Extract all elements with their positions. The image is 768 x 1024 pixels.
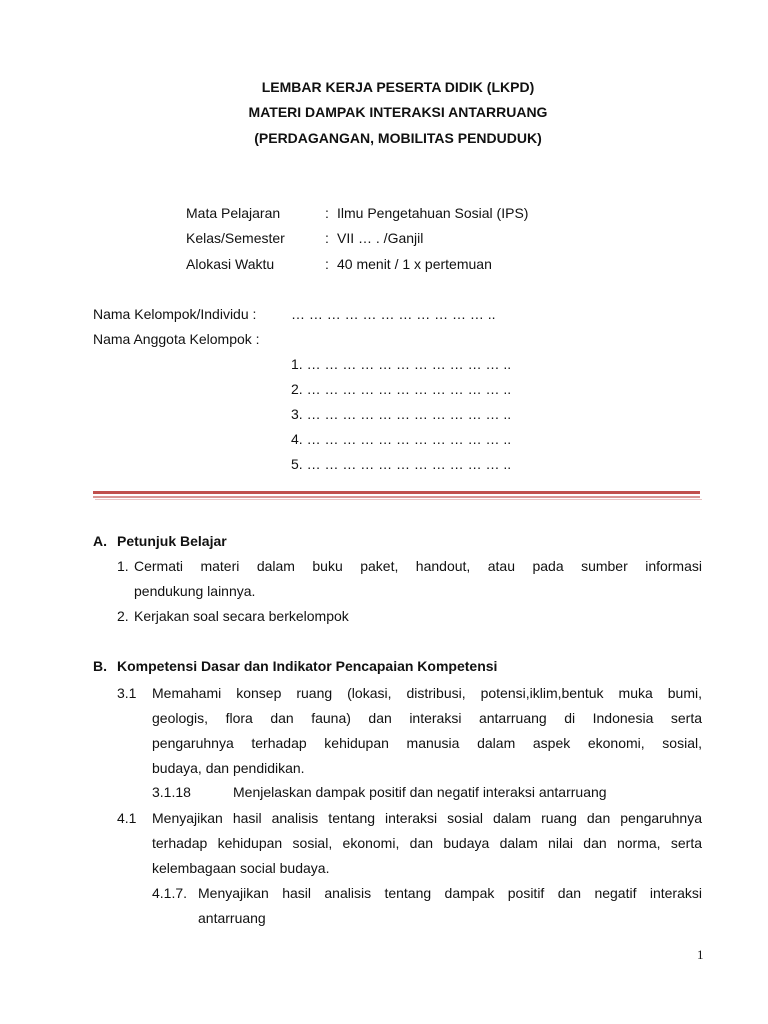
document-title-line-1: LEMBAR KERJA PESERTA DIDIK (LKPD)	[261, 79, 535, 95]
member-blank-2: 2. … … … … … … … … … … … ..	[291, 381, 512, 397]
indicator-4-1-7-number: 4.1.7.	[152, 885, 188, 901]
instruction-2-text: Kerjakan soal secara berkelompok	[134, 608, 349, 624]
divider-rule	[93, 491, 700, 494]
group-name-label: Nama Kelompok/Individu :	[93, 306, 257, 322]
document-title-line-3: (PERDAGANGAN, MOBILITAS PENDUDUK)	[254, 130, 542, 146]
info-label-time: Alokasi Waktu	[186, 256, 275, 272]
instruction-1-number: 1.	[117, 558, 129, 574]
indicator-3-1-18-number: 3.1.18	[152, 784, 191, 800]
info-colon: :	[325, 256, 329, 272]
section-a-title: Petunjuk Belajar	[117, 533, 227, 549]
info-colon: :	[325, 205, 329, 221]
indicator-3-1-18-text: Menjelaskan dampak positif dan negatif interaksi antarruang	[233, 784, 607, 800]
info-value-time: 40 menit / 1 x pertemuan	[337, 256, 492, 272]
section-b-marker: B.	[93, 658, 107, 674]
section-a-marker: A.	[93, 533, 107, 549]
info-label-subject: Mata Pelajaran	[186, 205, 281, 221]
instruction-2-number: 2.	[117, 608, 129, 624]
divider-rule-secondary	[93, 496, 700, 498]
indicator-4-1-7-line-1: Menyajikan hasil analisis tentang dampak positif dan negatif interaksi	[198, 885, 702, 901]
info-value-subject: Ilmu Pengetahuan Sosial (IPS)	[337, 205, 529, 221]
member-blank-3: 3. … … … … … … … … … … … ..	[291, 406, 512, 422]
kd-3-1-number: 3.1	[117, 685, 137, 701]
indicator-4-1-7-line-2: antarruang	[198, 910, 266, 926]
section-b-title: Kompetensi Dasar dan Indikator Pencapaian Kompetensi	[117, 658, 498, 674]
document-title-line-2: MATERI DAMPAK INTERAKSI ANTARRUANG	[248, 104, 548, 120]
kd-3-1-line-3: pengaruhnya terhadap kehidupan manusia dalam aspek ekonomi, sosial,	[152, 735, 702, 751]
group-members-label: Nama Anggota Kelompok :	[93, 331, 260, 347]
kd-4-1-line-3: kelembagaan social budaya.	[152, 860, 330, 876]
kd-4-1-line-2: terhadap kehidupan sosial, ekonomi, dan budaya dalam nilai dan norma, serta	[152, 835, 702, 851]
info-colon: :	[325, 230, 329, 246]
page-number: 1	[697, 947, 704, 962]
group-name-blank: … … … … … … … … … … … ..	[291, 306, 496, 322]
member-blank-1: 1. … … … … … … … … … … … ..	[291, 356, 512, 372]
kd-3-1-line-4: budaya, dan pendidikan.	[152, 760, 305, 776]
kd-3-1-line-2: geologis, flora dan fauna) dan interaksi antarruang di Indonesia serta	[152, 710, 702, 726]
info-label-class: Kelas/Semester	[186, 230, 285, 246]
divider-rule-shadow	[95, 499, 702, 500]
info-value-class: VII … . /Ganjil	[337, 230, 424, 246]
member-blank-4: 4. … … … … … … … … … … … ..	[291, 431, 512, 447]
kd-4-1-number: 4.1	[117, 810, 137, 826]
instruction-1-line-2: pendukung lainnya.	[134, 583, 256, 599]
kd-4-1-line-1: Menyajikan hasil analisis tentang interaksi sosial dalam ruang dan pengaruhnya	[152, 810, 702, 826]
instruction-1-line-1: Cermati materi dalam buku paket, handout, atau pada sumber informasi	[134, 558, 702, 574]
kd-3-1-line-1: Memahami konsep ruang (lokasi, distribusi, potensi,iklim,bentuk muka bumi,	[152, 685, 702, 701]
member-blank-5: 5. … … … … … … … … … … … ..	[291, 456, 512, 472]
